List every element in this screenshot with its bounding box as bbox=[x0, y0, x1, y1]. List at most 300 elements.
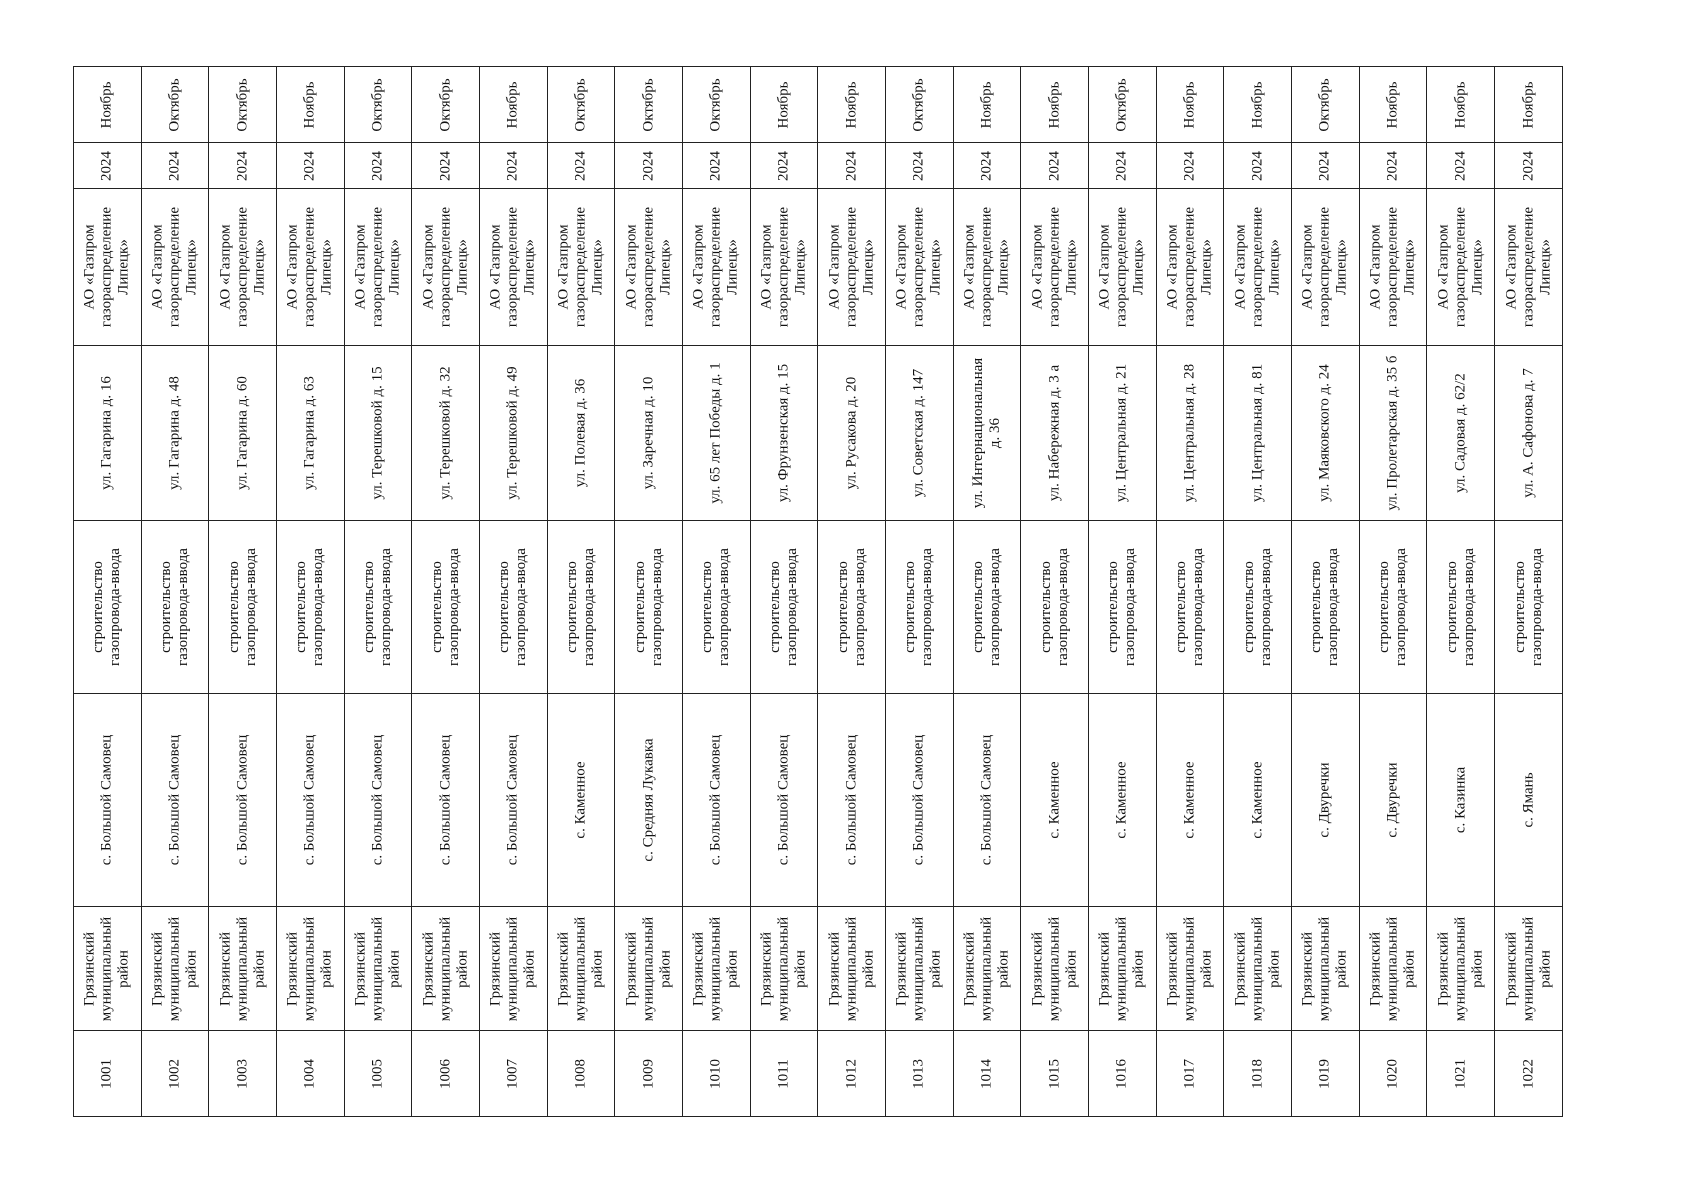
record-number-text: 1007 bbox=[504, 1058, 521, 1089]
year-cell bbox=[1495, 143, 1563, 189]
organization-cell bbox=[1495, 189, 1563, 346]
settlement-text: с. Большой Самовец bbox=[843, 734, 860, 866]
work-type-cell bbox=[1089, 521, 1157, 694]
settlement-cell bbox=[480, 694, 548, 907]
work-type-cell bbox=[74, 521, 142, 694]
district-cell bbox=[1089, 907, 1157, 1031]
address-cell bbox=[1021, 346, 1089, 521]
work-type-text: строительство газопровода-ввода bbox=[1173, 548, 1207, 666]
row-district bbox=[74, 907, 1563, 1031]
settlement-cell bbox=[953, 694, 1021, 907]
work-type-text: строительство газопровода-ввода bbox=[834, 548, 868, 666]
month-text: Ноябрь bbox=[1384, 81, 1401, 128]
month-text: Октябрь bbox=[910, 77, 927, 132]
settlement-cell bbox=[1292, 694, 1360, 907]
work-type-cell bbox=[141, 521, 209, 694]
address-cell bbox=[1427, 346, 1495, 521]
record-number-cell bbox=[1021, 1031, 1089, 1117]
organization-cell bbox=[1021, 189, 1089, 346]
organization-cell bbox=[1359, 189, 1427, 346]
work-type-text: строительство газопровода-ввода bbox=[1511, 548, 1545, 666]
work-type-cell bbox=[480, 521, 548, 694]
month-cell bbox=[1224, 67, 1292, 143]
district-cell bbox=[683, 907, 751, 1031]
month-text: Октябрь bbox=[166, 77, 183, 132]
address-text: ул. Русакова д. 20 bbox=[843, 376, 860, 490]
organization-cell bbox=[344, 189, 412, 346]
year-text: 2024 bbox=[775, 150, 792, 181]
settlement-cell bbox=[277, 694, 345, 907]
address-text: ул. Интернациональная д. 36 bbox=[970, 357, 1004, 509]
organization-text: АО «Газпром газораспределение Липецк» bbox=[149, 206, 200, 328]
month-text: Ноябрь bbox=[301, 81, 318, 128]
organization-text: АО «Газпром газораспределение Липецк» bbox=[1503, 206, 1554, 328]
district-cell bbox=[1495, 907, 1563, 1031]
row-month bbox=[74, 67, 1563, 143]
settlement-text: с. Двуречки bbox=[1384, 762, 1401, 838]
address-cell bbox=[1224, 346, 1292, 521]
year-text: 2024 bbox=[301, 150, 318, 181]
month-cell bbox=[953, 67, 1021, 143]
record-number-cell bbox=[1427, 1031, 1495, 1117]
record-number-cell bbox=[344, 1031, 412, 1117]
settlement-text: с. Большой Самовец bbox=[437, 734, 454, 866]
address-cell bbox=[1292, 346, 1360, 521]
district-cell bbox=[1427, 907, 1495, 1031]
record-number-text: 1022 bbox=[1520, 1058, 1537, 1089]
organization-text: АО «Газпром газораспределение Липецк» bbox=[420, 206, 471, 328]
organization-cell bbox=[1224, 189, 1292, 346]
work-type-text: строительство газопровода-ввода bbox=[428, 548, 462, 666]
work-type-text: строительство газопровода-ввода bbox=[90, 548, 124, 666]
works-table bbox=[73, 66, 1563, 1117]
year-text: 2024 bbox=[1046, 150, 1063, 181]
district-text: Грязинский муниципальный район bbox=[1232, 916, 1283, 1021]
record-number-cell bbox=[1495, 1031, 1563, 1117]
month-cell bbox=[1156, 67, 1224, 143]
year-cell bbox=[953, 143, 1021, 189]
district-cell bbox=[615, 907, 683, 1031]
year-cell bbox=[1427, 143, 1495, 189]
work-type-text: строительство газопровода-ввода bbox=[970, 548, 1004, 666]
work-type-cell bbox=[1156, 521, 1224, 694]
work-type-text: строительство газопровода-ввода bbox=[1240, 548, 1274, 666]
organization-cell bbox=[277, 189, 345, 346]
year-cell bbox=[547, 143, 615, 189]
record-number-cell bbox=[1359, 1031, 1427, 1117]
address-cell bbox=[141, 346, 209, 521]
address-cell bbox=[818, 346, 886, 521]
address-cell bbox=[480, 346, 548, 521]
record-number-text: 1014 bbox=[978, 1058, 995, 1089]
year-cell bbox=[615, 143, 683, 189]
record-number-text: 1003 bbox=[234, 1058, 251, 1089]
year-cell bbox=[1156, 143, 1224, 189]
row-year bbox=[74, 143, 1563, 189]
settlement-cell bbox=[615, 694, 683, 907]
work-type-cell bbox=[1495, 521, 1563, 694]
record-number-text: 1009 bbox=[640, 1058, 657, 1089]
work-type-cell bbox=[750, 521, 818, 694]
organization-text: АО «Газпром газораспределение Липецк» bbox=[217, 206, 268, 328]
district-text: Грязинский муниципальный район bbox=[690, 916, 741, 1021]
organization-text: АО «Газпром газораспределение Липецк» bbox=[623, 206, 674, 328]
year-cell bbox=[277, 143, 345, 189]
record-number-text: 1017 bbox=[1181, 1058, 1198, 1089]
organization-cell bbox=[547, 189, 615, 346]
organization-cell bbox=[412, 189, 480, 346]
district-text: Грязинский муниципальный район bbox=[1164, 916, 1215, 1021]
record-number-text: 1005 bbox=[369, 1058, 386, 1089]
settlement-text: с. Большой Самовец bbox=[978, 734, 995, 866]
organization-text: АО «Газпром газораспределение Липецк» bbox=[352, 206, 403, 328]
organization-cell bbox=[886, 189, 954, 346]
year-text: 2024 bbox=[843, 150, 860, 181]
year-cell bbox=[1224, 143, 1292, 189]
address-text: ул. Маяковского д. 24 bbox=[1316, 364, 1333, 502]
settlement-text: с. Казинка bbox=[1452, 766, 1469, 834]
organization-text: АО «Газпром газораспределение Липецк» bbox=[758, 206, 809, 328]
address-cell bbox=[953, 346, 1021, 521]
organization-text: АО «Газпром газораспределение Липецк» bbox=[1096, 206, 1147, 328]
month-text: Ноябрь bbox=[504, 81, 521, 128]
district-text: Грязинский муниципальный район bbox=[1367, 916, 1418, 1021]
organization-text: АО «Газпром газораспределение Липецк» bbox=[487, 206, 538, 328]
month-text: Ноябрь bbox=[775, 81, 792, 128]
settlement-text: с. Ямань bbox=[1520, 772, 1537, 828]
record-number-text: 1001 bbox=[98, 1058, 115, 1089]
work-type-text: строительство газопровода-ввода bbox=[699, 548, 733, 666]
organization-cell bbox=[818, 189, 886, 346]
work-type-cell bbox=[277, 521, 345, 694]
record-number-cell bbox=[412, 1031, 480, 1117]
year-text: 2024 bbox=[369, 150, 386, 181]
district-text: Грязинский муниципальный район bbox=[961, 916, 1012, 1021]
district-text: Грязинский муниципальный район bbox=[352, 916, 403, 1021]
address-cell bbox=[1156, 346, 1224, 521]
work-type-text: строительство газопровода-ввода bbox=[1376, 548, 1410, 666]
address-text: ул. 65 лет Победы д. 1 bbox=[707, 362, 724, 504]
settlement-text: с. Каменное bbox=[1046, 761, 1063, 839]
year-text: 2024 bbox=[1384, 150, 1401, 181]
year-text: 2024 bbox=[1316, 150, 1333, 181]
organization-text: АО «Газпром газораспределение Липецк» bbox=[284, 206, 335, 328]
year-text: 2024 bbox=[1452, 150, 1469, 181]
organization-text: АО «Газпром газораспределение Липецк» bbox=[1367, 206, 1418, 328]
address-cell bbox=[1359, 346, 1427, 521]
district-text: Грязинский муниципальный район bbox=[1029, 916, 1080, 1021]
month-cell bbox=[1021, 67, 1089, 143]
work-type-cell bbox=[683, 521, 751, 694]
year-text: 2024 bbox=[910, 150, 927, 181]
district-cell bbox=[1156, 907, 1224, 1031]
address-cell bbox=[615, 346, 683, 521]
work-type-text: строительство газопровода-ввода bbox=[564, 548, 598, 666]
organization-cell bbox=[683, 189, 751, 346]
row-work-type bbox=[74, 521, 1563, 694]
month-text: Октябрь bbox=[437, 77, 454, 132]
district-cell bbox=[1359, 907, 1427, 1031]
address-text: ул. Фрунзенская д. 15 bbox=[775, 363, 792, 503]
work-type-text: строительство газопровода-ввода bbox=[496, 548, 530, 666]
address-cell bbox=[209, 346, 277, 521]
settlement-text: с. Большой Самовец bbox=[98, 734, 115, 866]
month-text: Октябрь bbox=[707, 77, 724, 132]
district-text: Грязинский муниципальный район bbox=[217, 916, 268, 1021]
year-text: 2024 bbox=[572, 150, 589, 181]
work-type-text: строительство газопровода-ввода bbox=[631, 548, 665, 666]
month-cell bbox=[750, 67, 818, 143]
year-cell bbox=[1021, 143, 1089, 189]
month-cell bbox=[344, 67, 412, 143]
district-cell bbox=[277, 907, 345, 1031]
record-number-cell bbox=[1224, 1031, 1292, 1117]
district-cell bbox=[750, 907, 818, 1031]
year-text: 2024 bbox=[707, 150, 724, 181]
address-cell bbox=[74, 346, 142, 521]
year-text: 2024 bbox=[1113, 150, 1130, 181]
month-cell bbox=[74, 67, 142, 143]
district-cell bbox=[141, 907, 209, 1031]
district-text: Грязинский муниципальный район bbox=[826, 916, 877, 1021]
month-cell bbox=[683, 67, 751, 143]
address-text: ул. Терешковой д. 32 bbox=[437, 366, 454, 500]
year-cell bbox=[1359, 143, 1427, 189]
month-text: Октябрь bbox=[572, 77, 589, 132]
record-number-text: 1010 bbox=[707, 1058, 724, 1089]
address-text: ул. Садовая д. 62/2 bbox=[1452, 373, 1469, 493]
organization-cell bbox=[1156, 189, 1224, 346]
address-cell bbox=[886, 346, 954, 521]
settlement-cell bbox=[1359, 694, 1427, 907]
organization-text: АО «Газпром газораспределение Липецк» bbox=[1029, 206, 1080, 328]
organization-cell bbox=[750, 189, 818, 346]
year-text: 2024 bbox=[504, 150, 521, 181]
month-cell bbox=[1292, 67, 1360, 143]
address-cell bbox=[412, 346, 480, 521]
year-cell bbox=[1089, 143, 1157, 189]
district-cell bbox=[953, 907, 1021, 1031]
record-number-cell bbox=[480, 1031, 548, 1117]
address-cell bbox=[1495, 346, 1563, 521]
settlement-cell bbox=[886, 694, 954, 907]
year-text: 2024 bbox=[437, 150, 454, 181]
record-number-text: 1012 bbox=[843, 1058, 860, 1089]
settlement-text: с. Большой Самовец bbox=[910, 734, 927, 866]
month-text: Октябрь bbox=[1316, 77, 1333, 132]
year-text: 2024 bbox=[98, 150, 115, 181]
record-number-text: 1016 bbox=[1113, 1058, 1130, 1089]
address-cell bbox=[344, 346, 412, 521]
record-number-text: 1008 bbox=[572, 1058, 589, 1089]
month-cell bbox=[277, 67, 345, 143]
record-number-cell bbox=[818, 1031, 886, 1117]
month-text: Октябрь bbox=[640, 77, 657, 132]
address-text: ул. Гагарина д. 63 bbox=[301, 376, 318, 490]
work-type-cell bbox=[615, 521, 683, 694]
year-text: 2024 bbox=[1520, 150, 1537, 181]
record-number-text: 1006 bbox=[437, 1058, 454, 1089]
address-text: ул. Набережная д. 3 а bbox=[1046, 364, 1063, 502]
year-text: 2024 bbox=[166, 150, 183, 181]
work-type-text: строительство газопровода-ввода bbox=[767, 548, 801, 666]
district-text: Грязинский муниципальный район bbox=[1435, 916, 1486, 1021]
address-cell bbox=[750, 346, 818, 521]
work-type-cell bbox=[818, 521, 886, 694]
district-cell bbox=[1021, 907, 1089, 1031]
work-type-cell bbox=[344, 521, 412, 694]
record-number-cell bbox=[886, 1031, 954, 1117]
work-type-text: строительство газопровода-ввода bbox=[158, 548, 191, 666]
year-cell bbox=[683, 143, 751, 189]
row-settlement bbox=[74, 694, 1563, 907]
work-type-cell bbox=[886, 521, 954, 694]
address-text: ул. Центральная д. 21 bbox=[1113, 363, 1130, 503]
work-type-text: строительство газопровода-ввода bbox=[1105, 548, 1139, 666]
work-type-cell bbox=[953, 521, 1021, 694]
month-text: Октябрь bbox=[234, 77, 251, 132]
organization-text: АО «Газпром газораспределение Липецк» bbox=[826, 206, 877, 328]
settlement-text: с. Большой Самовец bbox=[166, 734, 183, 866]
work-type-text: строительство газопровода-ввода bbox=[1443, 548, 1477, 666]
year-cell bbox=[480, 143, 548, 189]
month-cell bbox=[141, 67, 209, 143]
record-number-cell bbox=[209, 1031, 277, 1117]
month-text: Октябрь bbox=[369, 77, 386, 132]
record-number-cell bbox=[953, 1031, 1021, 1117]
address-text: ул. Заречная д. 10 bbox=[640, 376, 657, 490]
district-cell bbox=[480, 907, 548, 1031]
address-cell bbox=[683, 346, 751, 521]
district-text: Грязинский муниципальный район bbox=[284, 916, 335, 1021]
organization-text: АО «Газпром газораспределение Липецк» bbox=[961, 206, 1012, 328]
organization-cell bbox=[953, 189, 1021, 346]
district-text: Грязинский муниципальный район bbox=[487, 916, 538, 1021]
district-text: Грязинский муниципальный район bbox=[1096, 916, 1147, 1021]
address-cell bbox=[547, 346, 615, 521]
address-text: ул. Гагарина д. 48 bbox=[166, 376, 183, 490]
month-cell bbox=[1427, 67, 1495, 143]
year-cell bbox=[886, 143, 954, 189]
month-cell bbox=[547, 67, 615, 143]
organization-text: АО «Газпром газораспределение Липецк» bbox=[555, 206, 606, 328]
year-cell bbox=[344, 143, 412, 189]
month-cell bbox=[1359, 67, 1427, 143]
record-number-cell bbox=[74, 1031, 142, 1117]
year-cell bbox=[1292, 143, 1360, 189]
month-text: Ноябрь bbox=[1452, 81, 1469, 128]
settlement-cell bbox=[74, 694, 142, 907]
row-organization bbox=[74, 189, 1563, 346]
year-cell bbox=[412, 143, 480, 189]
organization-cell bbox=[74, 189, 142, 346]
district-cell bbox=[547, 907, 615, 1031]
address-text: ул. Центральная д. 28 bbox=[1181, 363, 1198, 503]
work-type-text: строительство газопровода-ввода bbox=[1308, 548, 1342, 666]
year-text: 2024 bbox=[640, 150, 657, 181]
organization-text: АО «Газпром газораспределение Липецк» bbox=[81, 206, 132, 328]
month-cell bbox=[886, 67, 954, 143]
year-text: 2024 bbox=[234, 150, 251, 181]
work-type-text: строительство газопровода-ввода bbox=[1037, 548, 1071, 666]
settlement-text: с. Каменное bbox=[572, 761, 589, 839]
settlement-text: с. Большой Самовец bbox=[707, 734, 724, 866]
year-cell bbox=[818, 143, 886, 189]
record-number-cell bbox=[277, 1031, 345, 1117]
settlement-cell bbox=[1156, 694, 1224, 907]
record-number-text: 1013 bbox=[910, 1058, 927, 1089]
settlement-text: с. Средняя Лукавка bbox=[640, 738, 657, 862]
year-text: 2024 bbox=[978, 150, 995, 181]
month-text: Ноябрь bbox=[1046, 81, 1063, 128]
record-number-text: 1020 bbox=[1384, 1058, 1401, 1089]
record-number-cell bbox=[750, 1031, 818, 1117]
row-address bbox=[74, 346, 1563, 521]
work-type-text: строительство газопровода-ввода bbox=[293, 548, 327, 666]
organization-text: АО «Газпром газораспределение Липецк» bbox=[1164, 206, 1215, 328]
district-cell bbox=[886, 907, 954, 1031]
settlement-cell bbox=[141, 694, 209, 907]
settlement-cell bbox=[547, 694, 615, 907]
district-text: Грязинский муниципальный район bbox=[893, 916, 944, 1021]
settlement-text: с. Каменное bbox=[1113, 761, 1130, 839]
settlement-text: с. Большой Самовец bbox=[301, 734, 318, 866]
settlement-cell bbox=[683, 694, 751, 907]
work-type-cell bbox=[412, 521, 480, 694]
record-number-cell bbox=[683, 1031, 751, 1117]
district-cell bbox=[74, 907, 142, 1031]
district-text: Грязинский муниципальный район bbox=[758, 916, 809, 1021]
address-text: ул. Терешковой д. 15 bbox=[369, 366, 386, 500]
address-text: ул. Пролетарская д. 35 б bbox=[1384, 355, 1401, 511]
settlement-cell bbox=[1089, 694, 1157, 907]
organization-text: АО «Газпром газораспределение Липецк» bbox=[1299, 206, 1350, 328]
settlement-cell bbox=[1427, 694, 1495, 907]
organization-cell bbox=[141, 189, 209, 346]
year-text: 2024 bbox=[1181, 150, 1198, 181]
address-cell bbox=[1089, 346, 1157, 521]
settlement-cell bbox=[344, 694, 412, 907]
organization-text: АО «Газпром газораспределение Липецк» bbox=[1232, 206, 1283, 328]
work-type-cell bbox=[1427, 521, 1495, 694]
address-text: ул. А. Сафонова д. 7 bbox=[1520, 368, 1537, 498]
address-text: ул. Советская д. 147 bbox=[910, 368, 927, 498]
record-number-cell bbox=[141, 1031, 209, 1117]
district-cell bbox=[344, 907, 412, 1031]
district-cell bbox=[209, 907, 277, 1031]
settlement-text: с. Большой Самовец bbox=[369, 734, 386, 866]
work-type-text: строительство газопровода-ввода bbox=[225, 548, 259, 666]
month-text: Ноябрь bbox=[843, 81, 860, 128]
month-text: Ноябрь bbox=[978, 81, 995, 128]
year-cell bbox=[141, 143, 209, 189]
settlement-cell bbox=[1021, 694, 1089, 907]
settlement-cell bbox=[818, 694, 886, 907]
address-text: ул. Терешковой д. 49 bbox=[504, 366, 521, 500]
record-number-cell bbox=[1156, 1031, 1224, 1117]
record-number-text: 1021 bbox=[1452, 1058, 1469, 1089]
record-number-cell bbox=[547, 1031, 615, 1117]
address-text: ул. Центральная д. 81 bbox=[1249, 363, 1266, 503]
settlement-cell bbox=[750, 694, 818, 907]
organization-cell bbox=[1427, 189, 1495, 346]
district-cell bbox=[412, 907, 480, 1031]
record-number-text: 1011 bbox=[775, 1058, 792, 1089]
organization-text: АО «Газпром газораспределение Липецк» bbox=[1435, 206, 1486, 328]
record-number-cell bbox=[1089, 1031, 1157, 1117]
organization-cell bbox=[209, 189, 277, 346]
month-cell bbox=[1089, 67, 1157, 143]
